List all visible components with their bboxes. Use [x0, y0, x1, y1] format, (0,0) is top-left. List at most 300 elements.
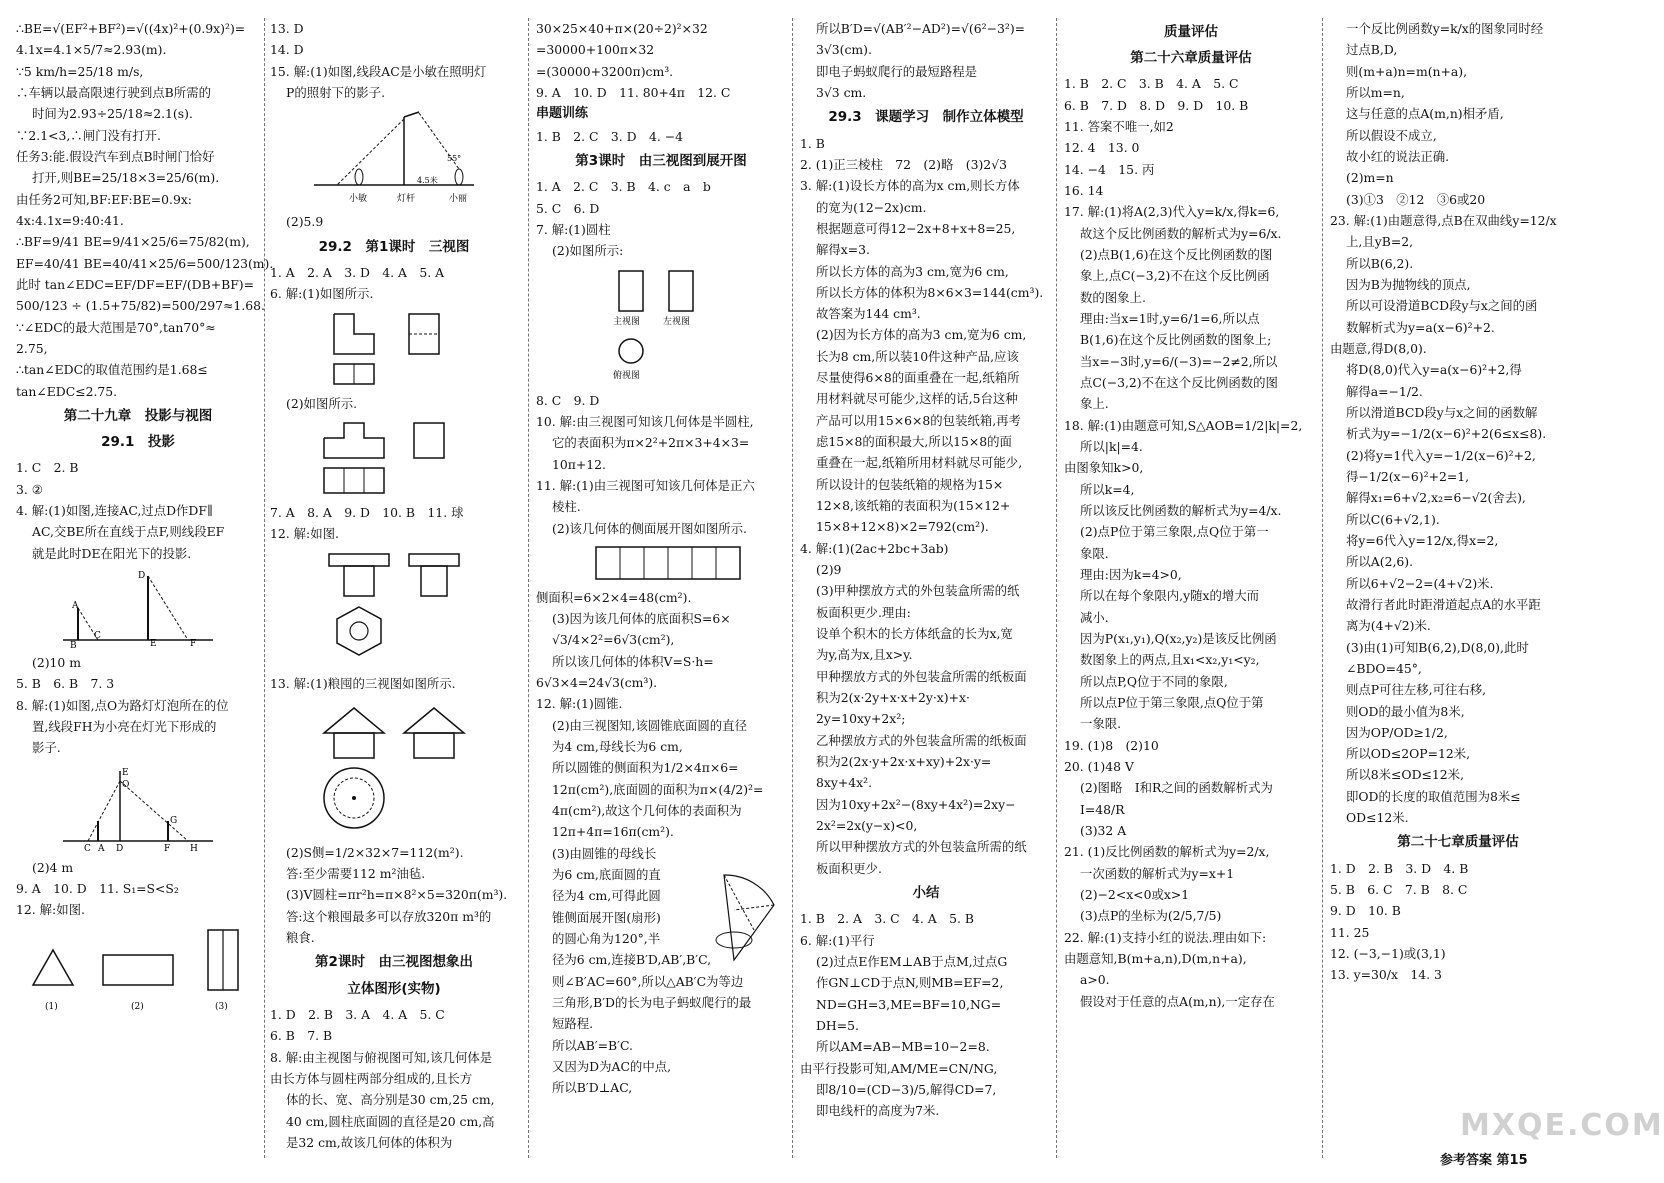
answer-line: 12π+4π=16π(cm²). — [552, 824, 674, 840]
answer-line: 18. 解:(1)由题意可知,S△AOB=1/2|k|=2, — [1064, 417, 1303, 433]
answer-line: 过点B,D, — [1346, 42, 1398, 58]
answer-line: 三角形,B′D的长为电子蚂蚁爬行的最 — [552, 995, 752, 1011]
answer-line: 所以m=n, — [1346, 84, 1405, 100]
lamp-figure-15 — [309, 107, 479, 207]
answer-line: 1. B 2. A 3. C 4. A 5. B — [800, 911, 974, 927]
answer-line: 重叠在一起,纸箱所用材料就尽可能少, — [816, 455, 1023, 471]
section-heading: 质量评估 — [1164, 24, 1218, 40]
figure-label: (3) — [215, 1001, 228, 1012]
answer-line: 6. B 7. B — [270, 1028, 333, 1044]
answer-line: 是32 cm,故该几何体的体积为 — [286, 1134, 453, 1150]
answer-line: (3)甲种摆放方式的外包装盒所需的纸 — [816, 583, 1020, 599]
answer-line: 11. 解:(1)由三视图可知该几何体是正六 — [536, 477, 755, 493]
answer-line: 2x²=2x(y−x)<0, — [816, 818, 918, 834]
answer-line: 4. 解:(1)如图,连接AC,过点D作DF∥ — [16, 503, 213, 518]
answer-line: 30×25×40+π×(20÷2)²×32 — [536, 21, 708, 36]
svg-text:F: F — [164, 843, 171, 854]
answer-line: (3)点P的坐标为(2/5,7/5) — [1080, 908, 1222, 924]
answer-line: 任务3:能.假设汽车到点B时闸门恰好 — [16, 148, 215, 164]
answer-line: 所以6+√2−2=(4+√2)米. — [1346, 575, 1494, 591]
three-view-figure-12-col2 — [309, 549, 479, 669]
answer-lines — [800, 133, 1052, 879]
answer-line: 这与任意的点A(m,n)相矛盾, — [1346, 106, 1504, 122]
answer-line: (2)该几何体的侧面展开图如图所示. — [552, 520, 747, 536]
answer-lines — [270, 211, 518, 232]
answer-line: ∵2.1<3,∴闸门没有打开. — [16, 127, 161, 143]
answer-line: (2)9 — [816, 562, 842, 578]
answer-lines — [270, 842, 518, 949]
answer-line: 1. A 2. C 3. B 4. c a b — [536, 179, 711, 195]
answer-line: 由长方体与圆柱两部分组成的,且长方 — [270, 1070, 473, 1086]
answer-line: 积为2(x·2y+x·x+2y·x)+x· — [816, 690, 970, 706]
answer-line: 所以甲种摆放方式的外包装盒所需的纸 — [816, 839, 1027, 855]
three-view-figure-6a — [314, 309, 474, 389]
page-footer: 参考答案 第15 — [1440, 1153, 1528, 1168]
answer-line: B(1,6)在这个反比例函数的图象上; — [1080, 332, 1272, 348]
answer-line: 由图象知k>0, — [1064, 460, 1144, 476]
answer-line: 析式为y=−1/2(x−6)²+2(6≤x≤8). — [1346, 426, 1547, 442]
section-heading: 29.2 第1课时 三视图 — [318, 238, 470, 255]
answer-line: 即电子蚂蚁爬行的最短路程是 — [816, 63, 978, 79]
answer-line: 解得x=3. — [816, 242, 870, 258]
answer-line: 所以OD≤2OP=12米, — [1346, 746, 1471, 762]
answer-line: 离为(4+√2)米. — [1346, 618, 1431, 634]
answer-line: 则点P可往左移,可往右移, — [1346, 682, 1487, 698]
answer-line: 故滑行者此时距滑道起点A的水平距 — [1346, 596, 1541, 612]
answer-line: ∵5 km/h=25/18 m/s, — [16, 63, 144, 79]
answer-line: 侧面积=6×2×4=48(cm²). — [536, 589, 692, 605]
answer-line: 13. D — [270, 21, 304, 36]
answer-line: 所以B′D=√(AB′²−AD²)=√(6²−3²)= — [816, 21, 1026, 36]
answer-line: 用材料就尽可能少,这样的话,5台这种 — [816, 391, 1018, 407]
answer-line: a>0. — [1080, 972, 1110, 988]
answer-line: 16. 14 — [1064, 183, 1104, 199]
answer-line: (2)5.9 — [286, 214, 324, 230]
answer-line: 粮食. — [286, 930, 315, 946]
svg-text:E: E — [122, 767, 129, 778]
answer-line: 设单个积木的长方体纸盒的长为x,宽 — [816, 626, 1013, 642]
answer-line: AC,交BE所在直线于点F,则线段EF — [32, 524, 225, 540]
answer-line: 径为6 cm,连接B′D,AB′,B′C, — [552, 952, 712, 968]
answer-line: 所以AB′=B′C. — [552, 1037, 633, 1053]
answer-line: (2)点B(1,6)在这个反比例函数的图 — [1080, 247, 1273, 263]
answer-line: 12. 解:如图. — [270, 526, 339, 542]
answer-line: 答:这个粮囤最多可以存放320π m³的 — [286, 908, 492, 924]
answer-line: tan∠EDC≤2.75. — [16, 383, 118, 399]
answer-line: 11. 25 — [1330, 924, 1370, 940]
answer-line: 6. B 7. D 8. D 9. D 10. B — [1064, 97, 1249, 113]
answer-line: I=48/R — [1080, 801, 1125, 817]
answer-line: 12. 解:如图. — [16, 902, 85, 918]
answer-line: 解得x₁=6+√2,x₂=6−√2(舍去), — [1346, 490, 1526, 506]
answer-line: 所以B(6,2). — [1346, 255, 1414, 271]
answer-line: 1. D 2. B 3. A 4. A 5. C — [270, 1006, 445, 1022]
answer-lines — [536, 18, 786, 103]
answer-line: 体的长、宽、高分别是30 cm,25 cm, — [286, 1092, 495, 1108]
figure-label: 小敏 — [349, 194, 368, 205]
answer-line: (3)32 A — [1080, 822, 1127, 838]
answer-line: 即电线杆的高度为7米. — [816, 1103, 940, 1119]
answer-lines — [800, 908, 1052, 1121]
answer-line: 所以在每个象限内,y随x的增大而 — [1080, 588, 1260, 604]
answer-line: 14. D — [270, 42, 304, 58]
hexagonal-prism-net — [566, 543, 756, 583]
answer-line: 为6 cm,底面圆的直 — [552, 867, 661, 883]
answer-lines — [16, 18, 274, 402]
answer-line: 打开,则BE=25/18×3=25/6(m). — [32, 170, 220, 186]
answer-line: 4π(cm²),故这个几何体的表面积为 — [552, 803, 742, 819]
answer-line: 就是此时DE在阳光下的投影. — [32, 545, 192, 561]
column-separator — [264, 18, 265, 1158]
answer-lines — [270, 1004, 518, 1153]
answer-line: 所以该几何体的体积V=S·h= — [552, 653, 714, 669]
answer-line: (3)V圆柱=πr²h=π×8²×5=320π(m³). — [286, 887, 508, 903]
answer-line: 17. 解:(1)将A(2,3)代入y=k/x,得k=6, — [1064, 204, 1280, 220]
answer-line: 19. (1)8 (2)10 — [1064, 737, 1159, 753]
answer-line: 由任务2可知,BF:EF:BE=0.9x: — [16, 191, 192, 207]
answer-line: (2)点P位于第三象限,点Q位于第一 — [1080, 524, 1269, 540]
granary-three-view — [309, 698, 479, 838]
answer-line: (2)将y=1代入y=−1/2(x−6)²+2, — [1346, 447, 1536, 463]
svg-text:G: G — [170, 815, 178, 826]
answer-line: 故这个反比例函数的解析式为y=6/x. — [1080, 225, 1282, 241]
answer-line: 13. y=30/x 14. 3 — [1330, 967, 1442, 983]
answer-line: 所以假设不成立, — [1346, 127, 1437, 143]
answer-line: 点C(−3,2)不在这个反比例函数的图 — [1080, 375, 1278, 391]
svg-text:A: A — [72, 600, 79, 611]
answer-lines — [270, 18, 518, 103]
answer-line: 因为B为抛物线的顶点, — [1346, 276, 1471, 292]
answer-line: 根据题意可得12−2x+8+x+8=25, — [816, 220, 1016, 236]
answer-line: DH=5. — [816, 1017, 859, 1033]
answer-line: 将D(8,0)代入y=a(x−6)²+2,得 — [1346, 362, 1522, 378]
answer-line: (2)m=n — [1346, 170, 1394, 186]
answer-line: 2y=10xy+2x²; — [816, 711, 906, 727]
answer-line: 12. (−3,−1)或(3,1) — [1330, 946, 1446, 961]
answer-line: 所以该反比例函数的解析式为y=4/x. — [1080, 503, 1282, 518]
answer-line: ∴BE=√(EF²+BF²)=√((4x)²+(0.9x)²)= — [16, 21, 246, 36]
answer-line: 8. 解:(1)如图,点O为路灯灯泡所在的位 — [16, 697, 229, 713]
answer-line: 1. C 2. B — [16, 460, 79, 476]
three-view-figure-12 — [23, 925, 253, 1015]
answer-line: 21. (1)反比例函数的解析式为y=2/x, — [1064, 844, 1270, 860]
answer-line: 时间为2.93÷25/18≈2.1(s). — [32, 106, 193, 122]
answer-line: (3)①3 ②12 ③6或20 — [1346, 191, 1486, 207]
answer-lines — [270, 502, 518, 545]
answer-line: 置,线段FH为小亮在灯光下形成的 — [32, 718, 217, 734]
answer-line: 所以长方体的体积为8×6×3=144(cm³). — [816, 284, 1044, 300]
answer-line: 棱柱. — [552, 499, 581, 515]
answer-line: 长为8 cm,所以装10件这种产品,应该 — [816, 348, 1019, 364]
answer-line: P的照射下的影子. — [286, 84, 386, 100]
answer-line: (2)如图所示: — [552, 243, 624, 259]
answer-line: 40 cm,圆柱底面圆的直径是20 cm,高 — [286, 1113, 495, 1129]
answer-line: 1. B 2. C 3. D 4. −4 — [536, 128, 683, 144]
answer-line: 所以AM=AB−MB=10−2=8. — [816, 1039, 990, 1055]
answer-line: 解得a=−1/2. — [1346, 383, 1423, 399]
answer-line: ∴车辆以最高限速行驶到点B所需的 — [16, 84, 211, 100]
answer-lines — [536, 126, 786, 147]
answer-line: 因为10xy+2x²−(8xy+4x²)=2xy− — [816, 796, 1016, 812]
svg-text:H: H — [190, 843, 198, 854]
figure-label: 主视图 — [613, 316, 641, 327]
answer-line: 因为P(x₁,y₁),Q(x₂,y₂)是该反比例函 — [1080, 630, 1277, 646]
answer-line: 即8/10=(CD−3)/5,解得CD=7, — [816, 1081, 997, 1097]
answer-line: 所以点P,Q位于不同的象限, — [1080, 673, 1228, 689]
answer-line: 故答案为144 cm³. — [816, 306, 921, 322]
section-heading: 立体图形(实物) — [347, 980, 441, 997]
answer-line: (2)图略 I和R之间的函数解析式为 — [1080, 780, 1273, 796]
answer-line: 1. A 2. A 3. D 4. A 5. A — [270, 264, 445, 280]
answer-line: 的圆心角为120°,半 — [552, 931, 661, 947]
answer-lines — [270, 262, 518, 305]
figure-label: 左视图 — [663, 316, 691, 327]
answer-line: 此时 tan∠EDC=EF/DF=EF/(DB+BF)= — [16, 276, 255, 292]
column-separator — [1322, 18, 1323, 1158]
answer-line: (3)由(1)可知B(6,2),D(8,0),此时 — [1346, 639, 1529, 655]
shadow-figure-4 — [58, 568, 218, 651]
answer-line: (2)−2<x<0或x>1 — [1080, 886, 1190, 902]
answer-line: 9. A 10. D 11. S₁=S<S₂ — [16, 880, 179, 896]
answer-line: 23. 解:(1)由题意得,点B在双曲线y=12/x — [1330, 212, 1557, 228]
answer-line: 它的表面积为π×2²+2π×3+4×3= — [552, 435, 750, 451]
column-4 — [800, 18, 1052, 1122]
answer-line: (3)因为该几何体的底面积S=6× — [552, 611, 731, 627]
answer-line: 由题意,得D(8,0). — [1330, 340, 1427, 356]
answer-line: 虑15×8的面积最大,所以15×8的面 — [816, 434, 1012, 450]
answer-lines — [16, 652, 260, 759]
answer-line: 3. 解:(1)设长方体的高为x cm,则长方体 — [800, 178, 1020, 194]
answer-line: 8xy+4x². — [816, 775, 873, 791]
answer-line: 12π(cm²),底面圆的面积为π×(4/2)²= — [552, 781, 764, 797]
answer-line: 5. B 6. C 7. B 8. C — [1330, 882, 1468, 898]
svg-text:C: C — [94, 630, 101, 641]
svg-text:O: O — [122, 779, 130, 790]
answer-line: 径为4 cm,可得此圆 — [552, 888, 661, 904]
answer-line: 13. 解:(1)粮囤的三视图如图所示. — [270, 675, 456, 691]
answer-line: 12×8,该纸箱的表面积为(15×12+ — [816, 498, 1011, 514]
answer-line: 产品可以用15×6×8的包装纸箱,再考 — [816, 412, 1021, 428]
chapter-heading: 第二十九章 投影与视图 — [63, 407, 213, 424]
answer-line: 20. (1)48 V — [1064, 758, 1134, 774]
answer-line: 所以k=4, — [1080, 481, 1135, 497]
answer-line: =(30000+3200π)cm³. — [536, 63, 674, 79]
three-view-figure-6b — [314, 418, 474, 498]
answer-line: 又因为D为AC的中点, — [552, 1059, 672, 1075]
answer-line: 15×8+12×8)×2=792(cm²). — [816, 519, 989, 535]
answer-line: 为y,高为x,且x>y. — [816, 647, 913, 663]
answer-lines — [536, 587, 786, 1099]
answer-line: 则OD的最小值为8米, — [1346, 703, 1465, 719]
answer-line: 锥侧面展开图(扇形) — [552, 909, 661, 925]
answer-lines — [1330, 18, 1586, 828]
answer-line: 所以滑道BCD段y与x之间的函数解 — [1346, 404, 1538, 420]
answer-line: 数图象上的两点,且x₁<x₂,y₁<y₂, — [1080, 652, 1260, 668]
answer-line: 的宽为(12−2x)cm. — [816, 199, 927, 215]
answer-line: 由题意知,B(m+a,n),D(m,n+a), — [1064, 950, 1247, 966]
answer-line: (2)10 m — [32, 654, 82, 670]
answer-line: 3√3 cm. — [816, 84, 867, 100]
figure-label: 灯杆 — [397, 194, 416, 205]
answer-line: 作GN⊥CD于点N,则MB=EF=2, — [816, 975, 1004, 991]
answer-line: 9. A 10. D 11. 80+4π 12. C — [536, 84, 731, 100]
answer-line: EF=40/41 BE=40/41×25/6=500/123(m). — [16, 255, 274, 271]
section-heading: 小结 — [912, 885, 940, 902]
column-3 — [536, 18, 786, 1099]
column-2 — [270, 18, 518, 1153]
answer-lines — [536, 176, 786, 261]
figure-label: 小丽 — [449, 194, 468, 205]
figure-label: 4.5米 — [417, 176, 438, 186]
watermark-logo: MXQE.COM — [1460, 1108, 1664, 1143]
section-heading: 第3课时 由三视图到展开图 — [575, 153, 747, 169]
svg-text:D: D — [138, 570, 146, 581]
answer-line: 14. −4 15. 丙 — [1064, 161, 1155, 177]
answer-line: 一个反比例函数y=k/x的图象同时经 — [1346, 21, 1544, 36]
answer-line: 500/123 ÷ (1.5+75/82)=500/297≈1.68. — [16, 298, 265, 314]
answer-line: 板面积更少.理由: — [816, 604, 911, 620]
answer-line: 数的图象上. — [1080, 289, 1146, 305]
answer-line: (2)过点E作EM⊥AB于点M,过点G — [816, 953, 1008, 969]
column-separator — [792, 18, 793, 1158]
answer-line: 由平行投影可知,AM/ME=CN/NG, — [800, 1060, 998, 1076]
answer-line: (2)由三视图知,该圆锥底面圆的直径 — [552, 717, 747, 733]
answer-line: 一象限. — [1080, 716, 1122, 732]
answer-line: (3)由圆锥的母线长 — [552, 845, 657, 861]
answer-line: 尽量使得6×8的面重叠在一起,纸箱所 — [816, 370, 1020, 386]
answer-line: (2)因为长方体的高为3 cm,宽为6 cm, — [816, 327, 1027, 343]
figure-label: (2) — [131, 1001, 144, 1012]
answer-lines — [16, 857, 260, 921]
section-heading: 第2课时 由三视图想象出 — [315, 954, 473, 971]
answer-line: 所以长方体的高为3 cm,宽为6 cm, — [816, 263, 1009, 279]
answer-line: 10. 解:由三视图可知该几何体是半圆柱, — [536, 413, 754, 429]
answer-line: 答:至少需要112 m²油毡. — [286, 866, 426, 882]
svg-text:F: F — [190, 638, 197, 649]
answer-line: 22. 解:(1)支持小红的说法.理由如下: — [1064, 929, 1267, 945]
answer-line: 得−1/2(x−6)²+2=1, — [1346, 468, 1470, 484]
sub-heading: 串题训练 — [536, 106, 589, 122]
answer-line: =30000+100π×32 — [536, 42, 655, 58]
answer-line: 7. A 8. A 9. D 10. B 11. 球 — [270, 504, 464, 520]
column-5 — [1064, 18, 1318, 1012]
answer-line: 8. C 9. D — [536, 392, 600, 408]
answer-line: 1. D 2. B 3. D 4. B — [1330, 860, 1469, 876]
answer-line: 12. 解:(1)圆锥. — [536, 696, 623, 712]
figure-label: 55° — [447, 154, 462, 164]
svg-text:D: D — [116, 843, 124, 854]
answer-line: 减小. — [1080, 609, 1109, 625]
answer-line: ∴BF=9/41 BE=9/41×25/6=75/82(m), — [16, 234, 250, 250]
answer-line: 所以A(2,6). — [1346, 554, 1414, 570]
answer-line: 所以点P位于第三象限,点Q位于第 — [1080, 694, 1264, 710]
answer-line: 11. 答案不唯一,如2 — [1064, 119, 1174, 135]
column-1 — [16, 18, 274, 1019]
answer-line: 15. 解:(1)如图,线段AC是小敏在照明灯 — [270, 63, 487, 79]
svg-text:B: B — [70, 640, 77, 651]
answer-line: 所以圆锥的侧面积为1/2×4π×6= — [552, 760, 739, 776]
answer-line: 理由:当x=1时,y=6/1=6,所以点 — [1080, 311, 1260, 327]
answer-line: (2)4 m — [32, 859, 74, 875]
answer-line: 6. 解:(1)如图所示. — [270, 286, 374, 302]
answer-line: 1. B 2. C 3. B 4. A 5. C — [1064, 76, 1239, 92]
answer-line: 6. 解:(1)平行 — [800, 932, 875, 948]
answer-line: 5. B 6. B 7. 3 — [16, 676, 115, 692]
answer-line: 7. 解:(1)圆柱 — [536, 221, 611, 237]
column-separator — [1056, 18, 1057, 1158]
answer-line: 2.75, — [16, 340, 48, 356]
answer-line: 甲种摆放方式的外包装盒所需的纸板面 — [816, 668, 1027, 684]
answer-line: (2)S侧=1/2×32×7=112(m²). — [286, 844, 464, 860]
answer-line: √3/4×2²=6√3(cm²), — [552, 632, 675, 648]
answer-line: 所以设计的包装纸箱的规格为15× — [816, 476, 1004, 492]
answer-line: 故小红的说法正确. — [1346, 148, 1450, 164]
answer-line: 上,且yB=2, — [1346, 234, 1414, 250]
answer-line: 所以可设滑道BCD段y与x之间的函 — [1346, 298, 1538, 314]
answer-line: 3. ② — [16, 481, 43, 497]
answer-line: ∴tan∠EDC的取值范围约是1.68≤ — [16, 362, 208, 378]
svg-text:A: A — [98, 843, 105, 854]
answer-line: 4. 解:(1)(2ac+2bc+3ab) — [800, 540, 949, 556]
answer-line: 影子. — [32, 740, 61, 756]
answer-line: 所以|k|=4. — [1080, 439, 1143, 455]
answer-line: 1. B — [800, 135, 825, 151]
answer-line: 3√3(cm). — [816, 42, 872, 58]
answer-lines — [270, 673, 518, 694]
answer-line: 2. (1)正三棱柱 72 (2)略 (3)2√3 — [800, 156, 1007, 172]
answer-line: ∠BDO=45°, — [1346, 660, 1422, 676]
svg-text:E: E — [150, 638, 157, 649]
answer-line: 象上. — [1080, 396, 1109, 412]
answer-line: 理由:因为k=4>0, — [1080, 566, 1182, 582]
answer-line: (2)如图所示. — [286, 395, 358, 411]
answer-line: 短路程. — [552, 1016, 594, 1032]
section-heading: 第二十七章质量评估 — [1397, 834, 1519, 851]
section-heading: 29.3 课题学习 制作立体模型 — [828, 109, 1024, 126]
answer-line: 所以C(6+√2,1). — [1346, 511, 1440, 527]
answer-line: 当x=−3时,y=6/(−3)=−2≠2,所以 — [1080, 353, 1278, 369]
answer-lines — [1064, 73, 1318, 1011]
answer-lines — [1330, 858, 1586, 986]
section-heading: 29.1 投影 — [101, 434, 175, 451]
answer-line: 10π+12. — [552, 456, 606, 472]
answer-line: 12. 4 13. 0 — [1064, 140, 1140, 156]
answer-line: 8. 解:由主视图与俯视图可知,该几何体是 — [270, 1049, 493, 1065]
answer-line: 板面积更少. — [816, 860, 882, 876]
answer-line: 则∠B′AC=60°,所以△AB′C为等边 — [552, 973, 744, 989]
answer-line: 假设对于任意的点A(m,n),一定存在 — [1080, 993, 1275, 1009]
figure-label: 俯视图 — [613, 370, 641, 381]
figure-label: (1) — [45, 1001, 58, 1012]
answer-line: ∵∠EDC的最大范围是70°,tan70°≈ — [16, 319, 216, 335]
answer-line: 因为OP/OD≥1/2, — [1346, 724, 1448, 740]
answer-line: ND=GH=3,ME=BF=10,NG= — [816, 996, 1002, 1012]
answer-line: 一次函数的解析式为y=x+1 — [1080, 865, 1235, 881]
answer-line: 乙种摆放方式的外包装盒所需的纸板面 — [816, 732, 1027, 748]
cone-figure-12 — [704, 860, 784, 970]
answer-line: 5. C 6. D — [536, 200, 600, 216]
answer-line: 数解析式为y=a(x−6)²+2. — [1346, 319, 1495, 335]
answer-line: 象限. — [1080, 545, 1109, 561]
answer-line: 则(m+a)n=m(n+a), — [1346, 63, 1468, 79]
answer-line: 为4 cm,母线长为6 cm, — [552, 739, 683, 755]
answer-line: 9. D 10. B — [1330, 903, 1401, 919]
answer-line: 6√3×4=24√3(cm³). — [536, 675, 658, 691]
answer-lines — [270, 393, 518, 414]
svg-text:C: C — [84, 843, 91, 854]
three-view-figure-7 — [591, 266, 731, 386]
answer-line: 所以8米≤OD≤12米, — [1346, 767, 1465, 783]
